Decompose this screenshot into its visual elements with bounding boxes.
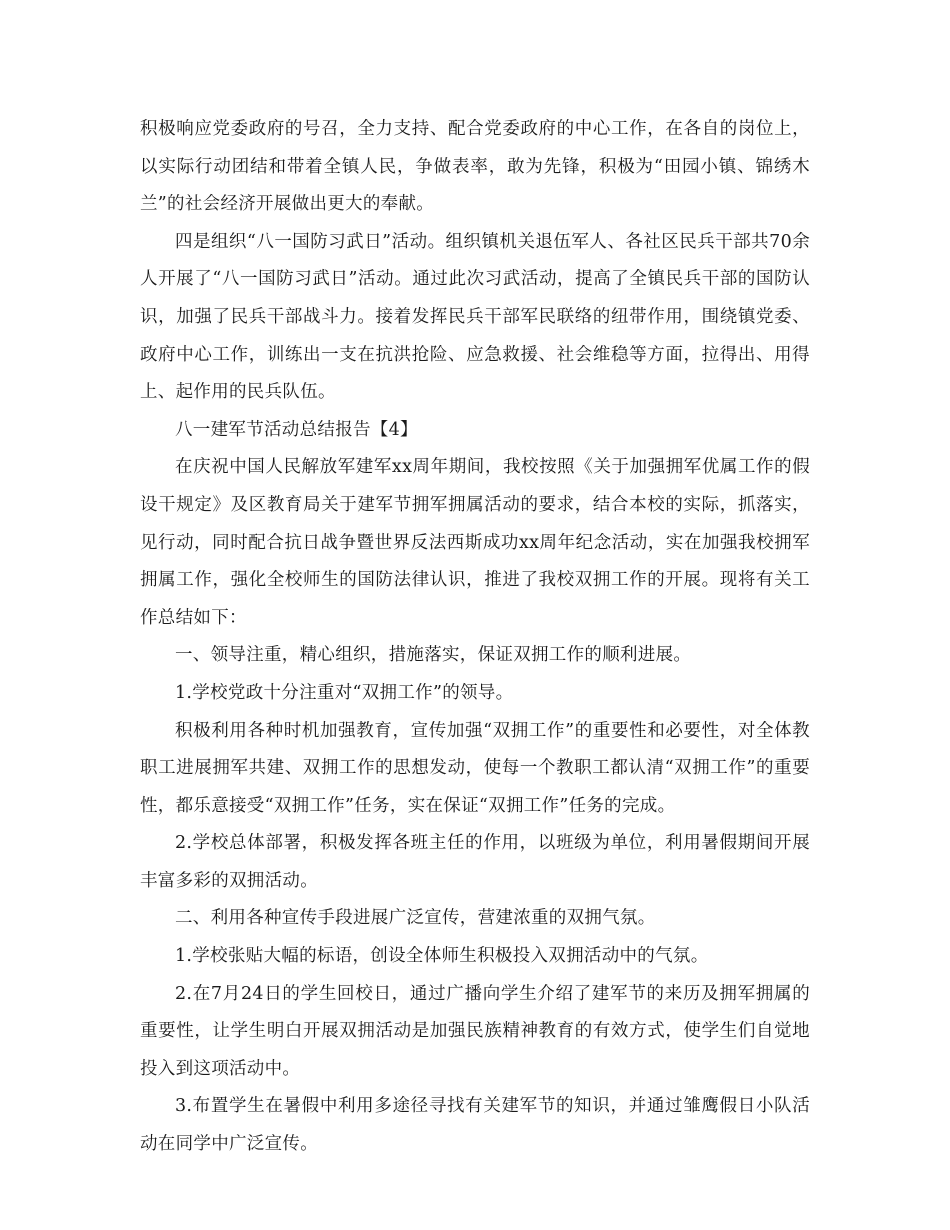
list-item: 1.学校张贴大幅的标语，创设全体师生积极投入双拥活动中的气氛。 [175, 946, 709, 967]
list-item: 2.在7月24日的学生回校日，通过广播向学生介绍了建军节的来历及拥军拥属的重要性，让学生明白开展双拥活动是加强民族精神教育的有效方式，使学生们自觉地投入到这项活动中。 [140, 983, 810, 1079]
paragraph: 积极响应党委政府的号召，全力支持、配合党委政府的中心工作，在各自的岗位上，以实际行动团结和带着全镇人民，争做表率，敢为先锋，积极为“田园小镇、锦绣木兰”的社会经济开展做出更大的奉献。 [140, 119, 810, 215]
paragraph: 四是组织“八一国防习武日”活动。组织镇机关退伍军人、各社区民兵干部共70余人开展了“八一国防习武日”活动。通过此次习武活动，提高了全镇民兵干部的国防认识，加强了民兵干部战斗力。接着发挥民兵干部军民联络的纽带作用，围绕镇党委、政府中心工作，训练出一支在抗洪抢险、应急救援、社会维稳等方面，拉得出、用得上、起作用的民兵队伍。 [140, 231, 810, 403]
section-heading: 八一建军节活动总结报告【4】 [175, 419, 418, 440]
document-body [140, 111, 810, 1164]
list-heading: 一、领导注重，精心组织，措施落实，保证双拥工作的顺利进展。 [175, 645, 692, 666]
list-item: 1.学校党政十分注重对“双拥工作”的领导。 [175, 682, 514, 703]
paragraph: 积极利用各种时机加强教育，宣传加强“双拥工作”的重要性和必要性，对全体教职工进展拥军共建、双拥工作的思想发动，使每一个教职工都认清“双拥工作”的重要性，都乐意接受“双拥工作”任务，实在保证“双拥工作”任务的完成。 [140, 720, 810, 816]
list-item: 3.布置学生在暑假中利用多途径寻找有关建军节的知识，并通过雏鹰假日小队活动在同学中广泛宣传。 [140, 1096, 810, 1155]
list-heading: 二、利用各种宣传手段进展广泛宣传，营建浓重的双拥气氛。 [175, 908, 656, 929]
list-item: 2.学校总体部署，积极发挥各班主任的作用，以班级为单位，利用暑假期间开展丰富多彩的双拥活动。 [140, 833, 810, 891]
paragraph: 在庆祝中国人民解放军建军xx周年期间，我校按照《关于加强拥军优属工作的假设干规定》及区教育局关于建军节拥军拥属活动的要求，结合本校的实际，抓落实，见行动，同时配合抗日战争暨世界反法西斯成功xx周年纪念活动，实在加强我校拥军拥属工作，强化全校师生的国防法律认识，推进了我校双拥工作的开展。现将有关工作总结如下： [140, 457, 810, 628]
